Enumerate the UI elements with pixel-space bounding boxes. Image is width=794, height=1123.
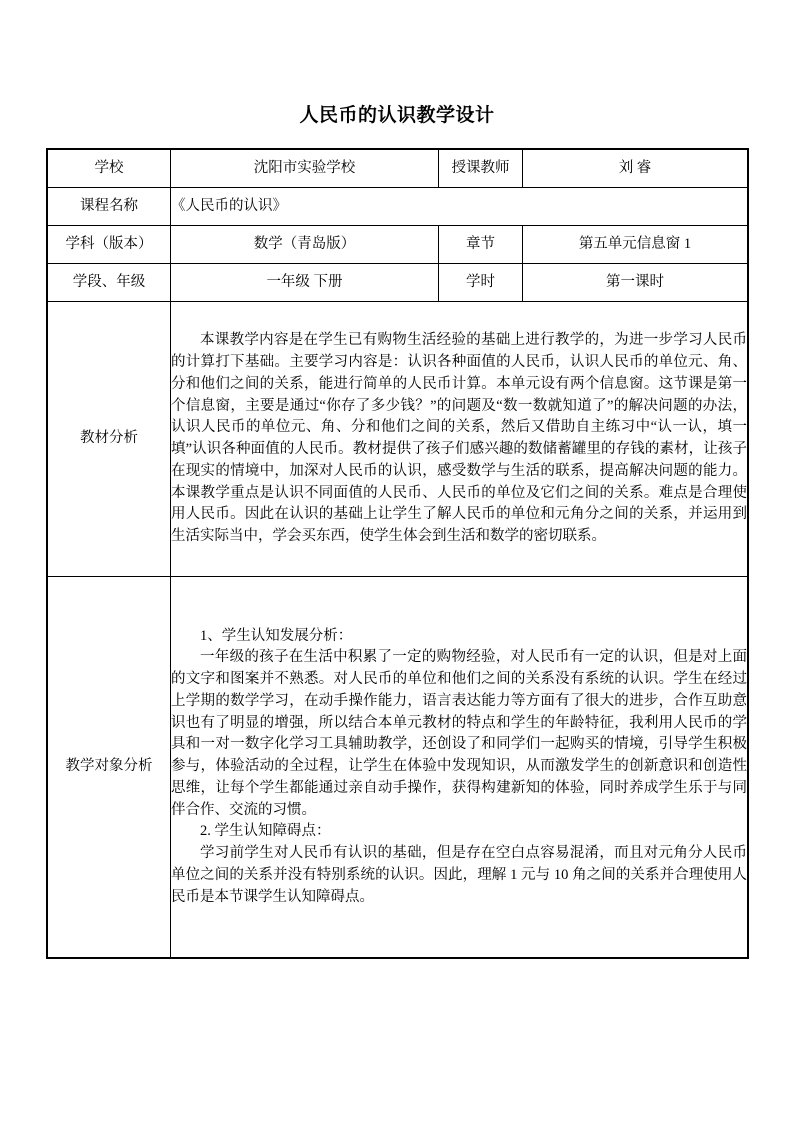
label-school: 学校 xyxy=(48,150,171,188)
value-teacher: 刘 睿 xyxy=(523,150,748,188)
label-subject: 学科（版本） xyxy=(48,226,171,264)
value-course-name: 《人民币的认识》 xyxy=(171,188,748,226)
paragraph: 1、学生认知发展分析： xyxy=(200,627,353,644)
value-period: 第一课时 xyxy=(523,264,748,302)
label-period: 学时 xyxy=(439,264,523,302)
table-row-course-name xyxy=(48,188,748,226)
label-course-name: 课程名称 xyxy=(48,188,171,226)
table-row-student-analysis xyxy=(48,577,748,958)
table-row-school xyxy=(48,150,748,188)
value-school: 沈阳市实验学校 xyxy=(171,150,439,188)
paragraph: 一年级的孩子在生活中积累了一定的购物经验，对人民币有一定的认识，但是对上面的文字和图案并不熟悉。对人民币的单位和他们之间的关系没有系统的认识。学生在经过上学期的数学学习，在动手操作能力，语言表达能力等方面有了很大的进步，合作互助意识也有了明显的增强，所以结合本单元教材的特点和学生的年龄特征，我利用人民币的学具和一对一数字化学习工具辅助教学，还创设了和同学们一起购买的情境，引导学生积极参与，体验活动的全过程，让学生在体验中发现知识，从而激发学生的创新意识和创造性思维，让每个学生都能通过亲自动手操作，获得构建新知的体验，同时养成学生乐于与同伴合作、交流的习惯。 xyxy=(171,649,747,818)
page-title: 人民币的认识教学设计 xyxy=(299,105,495,126)
paragraph: 本课教学内容是在学生已有购物生活经验的基础上进行教学的，为进一步学习人民币的计算打下基础。主要学习内容是：认识各种面值的人民币，认识人民币的单位元、角、分和他们之间的关系，能进行简单的人民币计算。本单元设有两个信息窗。这节课是第一个信息窗，主要是通过“你存了多少钱？”的问题及“数一数就知道了”的解决问题的办法，认识人民币的单位元、角、分和他们之间的关系，然后又借助自主练习中“认一认，填一填”认识各种面值的人民币。教材提供了孩子们感兴趣的数储蓄罐里的存钱的素材，让孩子在现实的情境中，加深对人民币的认识，感受数学与生活的联系，提高解决问题的能力。本课教学重点是认识不同面值的人民币、人民币的单位及它们之间的关系。难点是合理使用人民币。因此在认识的基础上让学生了解人民币的单位和元角分之间的关系，并运用到生活实际当中，学会买东西，使学生体会到生活和数学的密切联系。 xyxy=(171,332,747,544)
label-student-analysis: 教学对象分析 xyxy=(48,577,171,958)
table-row-subject xyxy=(48,226,748,264)
label-teacher: 授课教师 xyxy=(439,150,523,188)
label-chapter: 章节 xyxy=(439,226,523,264)
value-chapter: 第五单元信息窗 1 xyxy=(523,226,748,264)
content-textbook-analysis xyxy=(171,302,748,577)
label-grade: 学段、年级 xyxy=(48,264,171,302)
content-student-analysis xyxy=(171,577,748,958)
paragraph: 学习前学生对人民币有认识的基础，但是存在空白点容易混淆，而且对元角分人民币单位之间的关系并没有特别系统的认识。因此，理解 1 元与 10 角之间的关系并合理使用人民币是本节课学生认知障碍点。 xyxy=(171,845,747,905)
paragraph: 2. 学生认知障碍点： xyxy=(200,823,331,840)
table-row-textbook-analysis xyxy=(48,302,748,577)
label-textbook-analysis: 教材分析 xyxy=(48,302,171,577)
table-row-grade xyxy=(48,264,748,302)
value-grade: 一年级 下册 xyxy=(171,264,439,302)
lesson-plan-table xyxy=(47,149,748,958)
value-subject: 数学（青岛版） xyxy=(171,226,439,264)
